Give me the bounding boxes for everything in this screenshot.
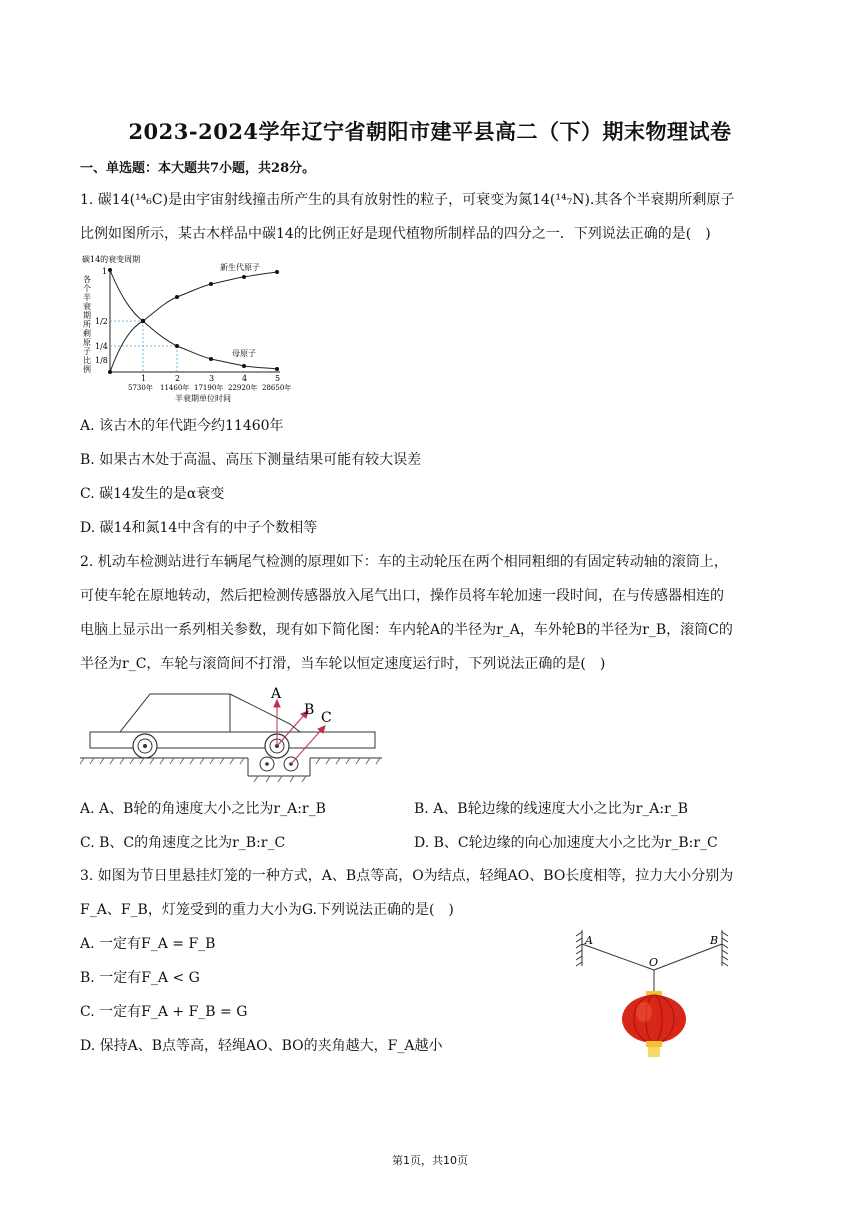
xtick-4: 4: [242, 374, 248, 383]
rollers: [260, 757, 298, 771]
q1-option-a: A. 该古木的年代距今约11460年: [80, 418, 284, 434]
q1-stem-line2: 比例如图所示，某古木样品中碳14的比例正好是现代植物所制样品的四分之一．下列说法正确的是( ): [80, 226, 711, 242]
new-atoms-label: 新生代原子: [220, 263, 260, 272]
q2-stem-line4: 半径为r_C，车轮与滚筒间不打滑，当车轮以恒定速度运行时，下列说法正确的是( ): [80, 656, 606, 672]
chart-xlabel: 半衰期单位时间: [175, 394, 231, 403]
section-heading: 一、单选题：本大题共7小题，共28分。: [80, 161, 316, 176]
ytick-1: 1: [102, 267, 108, 276]
q3-option-b: B. 一定有F_A < G: [80, 970, 200, 986]
guide-lines: [110, 321, 177, 372]
label-c: C: [321, 710, 332, 726]
label-b: B: [304, 702, 315, 718]
lantern: [622, 991, 686, 1057]
chart-title: 碳14的衰变周期: [82, 255, 141, 264]
lantern-figure: [572, 926, 732, 1066]
q1-option-b: B. 如果古木处于高温、高压下测量结果可能有较大误差: [80, 452, 422, 468]
q2-option-b: B. A、B轮边缘的线速度大小之比为r_A:r_B: [414, 801, 689, 817]
label-A: A: [585, 934, 593, 947]
q2-option-c: C. B、C的角速度之比为r_B:r_C: [80, 835, 286, 851]
page-footer: 第1页，共10页: [392, 1154, 468, 1167]
q1-stem-line1: 1. 碳14(¹⁴₆C)是由宇宙射线撞击所产生的具有放射性的粒子，可衰变为氮14(¹⁴₇N).其各个半衰期所剩原子: [80, 192, 735, 208]
xtick-2: 2: [175, 374, 181, 383]
ytick-half: 1/2: [95, 317, 108, 326]
xtick-3: 3: [209, 374, 215, 383]
rope-bo: [654, 944, 722, 970]
q2-option-a: A. A、B轮的角速度大小之比为r_A:r_B: [80, 801, 326, 817]
front-wheel: [133, 734, 157, 758]
ground: [80, 758, 382, 776]
exam-title: 2023-2024学年辽宁省朝阳市建平县高二（下）期末物理试卷: [128, 119, 732, 144]
ytick-quarter: 1/4: [95, 342, 108, 351]
q2-stem-line2: 可使车轮在原地转动，然后把检测传感器放入尾气出口，操作员将车轮加速一段时间，在与传感器相连的: [80, 588, 724, 604]
q3-stem-line2: F_A、F_B，灯笼受到的重力大小为G.下列说法正确的是( ): [80, 902, 454, 918]
q3-option-c: C. 一定有F_A + F_B = G: [80, 1004, 248, 1020]
q1-option-d: D. 碳14和氮14中含有的中子个数相等: [80, 520, 318, 536]
label-O: O: [649, 956, 659, 969]
q2-option-d: D. B、C轮边缘的向心加速度大小之比为r_B:r_C: [414, 835, 718, 851]
q2-stem-line3: 电脑上显示出一系列相关参数，现有如下简化图：车内轮A的半径为r_A，车外轮B的半径为r_B，滚筒C的: [80, 622, 733, 638]
chart-ylabel: 各个半衰期所剩原子比例: [82, 275, 92, 374]
xyear-5: 28650年: [262, 384, 292, 392]
left-wall: [576, 930, 582, 966]
chart-points: [108, 268, 279, 374]
xyear-4: 22920年: [228, 384, 258, 392]
q3-stem-line1: 3. 如图为节日里悬挂灯笼的一种方式，A、B点等高，O为结点，轻绳AO、BO长度相等，拉力大小分别为: [80, 868, 734, 884]
right-wall: [722, 930, 728, 966]
q3-option-a: A. 一定有F_A = F_B: [80, 936, 216, 952]
xyear-1: 5730年: [128, 384, 153, 392]
car-roller-figure: [80, 684, 385, 784]
rope-ao: [582, 944, 654, 970]
q1-option-c: C. 碳14发生的是α衰变: [80, 486, 225, 502]
q2-stem-line1: 2. 机动车检测站进行车辆尾气检测的原理如下：车的主动轮压在两个相同粗细的有固定转动轴的滚筒上，: [80, 554, 728, 570]
xyear-3: 17190年: [194, 384, 224, 392]
q3-option-d: D. 保持A、B点等高，轻绳AO、BO的夹角越大，F_A越小: [80, 1038, 443, 1054]
parent-atoms-label: 母原子: [232, 349, 256, 358]
xtick-1: 1: [141, 374, 147, 383]
ground-hatch: [80, 758, 380, 782]
label-B: B: [710, 934, 719, 947]
xtick-5: 5: [275, 374, 281, 383]
ytick-eighth: 1/8: [95, 356, 108, 365]
xyear-2: 11460年: [160, 384, 190, 392]
label-a: A: [271, 686, 282, 702]
decay-chart: [80, 250, 305, 410]
